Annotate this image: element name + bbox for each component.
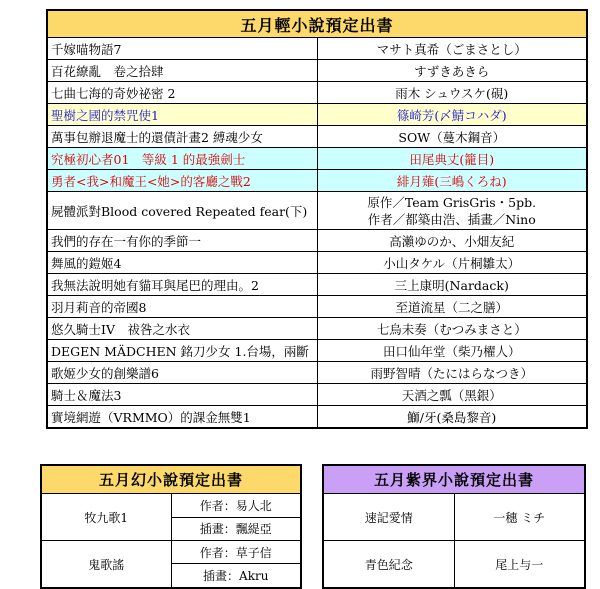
table-row [47, 406, 587, 429]
book-author: 至道流星（二之膳） [317, 296, 587, 318]
table-row [47, 82, 587, 104]
book-title: 舞風的鎧姬4 [47, 252, 317, 274]
author-line-1: 原作／Team GrisGris・5pb. [367, 194, 537, 210]
book-title: 萬事包辦退魔士的還債計畫2 縛魂少女 [47, 126, 317, 148]
book-author: 篠崎芳(〆鯖コハダ) [317, 104, 587, 126]
book-title: 歌姬少女的創樂譜6 [47, 362, 317, 384]
book-author: 雨木 シュウスケ(硯) [317, 82, 587, 104]
book-title: 我們的存在一有你的季節一 [47, 230, 317, 252]
book-title: DEGEN MÄDCHEN 銘刀少女 1.台場，兩斷 [47, 340, 317, 362]
book-title: 騎士＆魔法3 [47, 384, 317, 406]
book-illustrator: 插畫：飄緹亞 [171, 517, 301, 541]
book-author: 作者：易人北 [171, 494, 301, 518]
book-title: 千嫁喵物語7 [47, 38, 317, 60]
book-title: 青色紀念 [323, 541, 454, 589]
book-author: 高瀨ゆのか、小畑友紀 [317, 230, 587, 252]
table-row [47, 230, 587, 252]
book-author: マサト真希（ごまさとし） [317, 38, 587, 60]
table-row [47, 362, 587, 384]
book-title: 七曲七海的奇妙祕密 2 [47, 82, 317, 104]
table-row [47, 340, 587, 362]
book-author: 作者：草子信 [171, 541, 301, 564]
table-row [47, 126, 587, 148]
book-author: 一穗 ミチ [454, 494, 585, 541]
book-illustrator: 插畫：Akru [171, 564, 301, 588]
table-row [47, 170, 587, 192]
book-title: 百花繚亂 卷之拾肆 [47, 60, 317, 82]
table-row [47, 384, 587, 406]
book-title: 鬼歌謠 [41, 541, 171, 589]
author-line-2: 作者／都築由浩、插畫／Nino [367, 211, 536, 227]
book-title: 速記愛情 [323, 494, 454, 541]
table-row [41, 494, 301, 518]
table-row [47, 192, 587, 230]
table-row [47, 296, 587, 318]
table-row [47, 148, 587, 170]
may-fantasy-novel-table [40, 464, 302, 589]
table-row [41, 541, 301, 564]
book-title: 我無法說明她有貓耳與尾巴的理由。2 [47, 274, 317, 296]
book-title: 屍體派對Blood covered Repeated fear(下) [47, 192, 317, 230]
book-title: 實境網遊（VRMMO）的課金無雙1 [47, 406, 317, 429]
book-title: 究極初心者01 等級 1 的最強劍士 [47, 148, 317, 170]
may-purple-novel-table [322, 464, 586, 589]
table-row [47, 252, 587, 274]
book-author: 小山タケル（片桐雛太） [317, 252, 587, 274]
may-light-novel-table [46, 9, 588, 429]
book-author: 緋月薙(三嶋くろね) [317, 170, 587, 192]
book-author: 三上康明(Nardack) [317, 274, 587, 296]
book-title: 羽月莉音的帝國8 [47, 296, 317, 318]
book-title: 牧九歌1 [41, 494, 171, 541]
book-title: 勇者<我>和魔王<她>的客廳之戰2 [47, 170, 317, 192]
table-row [323, 541, 585, 589]
book-title: 悠久騎士IV 祓咎之水衣 [47, 318, 317, 340]
table-header: 五月紫界小說預定出書 [323, 465, 585, 494]
table-row [47, 38, 587, 60]
book-author: 尾上与一 [454, 541, 585, 589]
book-author: 田尾典丈(籠目) [317, 148, 587, 170]
book-author: 七烏未奏（むつみまさと） [317, 318, 587, 340]
table-header: 五月幻小說預定出書 [41, 465, 301, 494]
book-author: 鰤/牙(桑島黎音) [317, 406, 587, 429]
table-row [47, 274, 587, 296]
table-row [47, 60, 587, 82]
book-author: SOW（蔓木鋼音） [317, 126, 587, 148]
table-row [47, 104, 587, 126]
book-author: 雨野智晴（たにはらなつき） [317, 362, 587, 384]
book-author: 天酒之瓢（黑銀） [317, 384, 587, 406]
book-author: 田口仙年堂（柴乃櫂人） [317, 340, 587, 362]
book-author [317, 192, 587, 230]
table-row [47, 318, 587, 340]
table-header: 五月輕小說預定出書 [47, 10, 587, 38]
book-title: 聖樹之國的禁咒使1 [47, 104, 317, 126]
table-row [323, 494, 585, 541]
book-author: すずきあきら [317, 60, 587, 82]
